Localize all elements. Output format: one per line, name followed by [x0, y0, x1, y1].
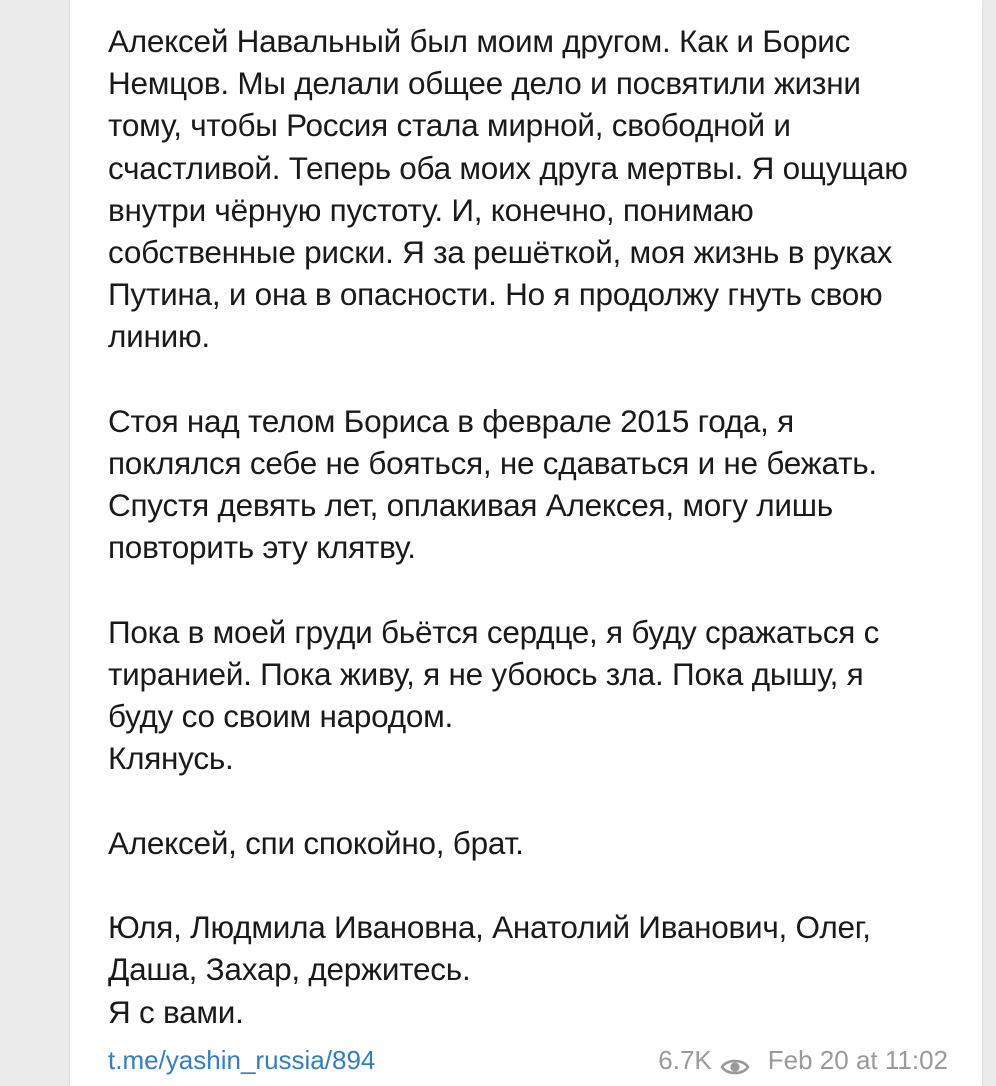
- message-card: [70, 0, 982, 1086]
- message-line: счастливой. Теперь оба моих друга мертвы. Я ощущаю: [108, 149, 908, 186]
- eye-icon: [720, 1049, 750, 1071]
- view-count: 6.7K: [658, 1045, 712, 1075]
- message-line: внутри чёрную пустоту. И, конечно, понимаю: [108, 191, 754, 228]
- message-line: Стоя над телом Бориса в феврале 2015 года, я: [108, 402, 794, 439]
- message-line: Алексей, спи спокойно, брат.: [108, 824, 524, 861]
- message-line: Даша, Захар, держитесь.: [108, 951, 471, 988]
- message-line: буду со своим народом.: [108, 698, 454, 735]
- message-line: Спустя девять лет, оплакивая Алексея, могу лишь: [108, 487, 833, 524]
- message-line: Алексей Навальный был моим другом. Как и Борис: [108, 23, 851, 59]
- message-paragraph: [108, 20, 958, 358]
- message-paragraph: [108, 822, 958, 864]
- post-timestamp: Feb 20 at 11:02: [767, 1045, 948, 1075]
- message-line: Юля, Людмила Ивановна, Анатолий Иванович, Олег,: [108, 909, 871, 946]
- message-line: повторить эту клятву.: [108, 529, 416, 566]
- message-line: линию.: [108, 318, 210, 355]
- message-paragraph: [108, 906, 958, 1033]
- message-line: собственные риски. Я за решёткой, моя жизнь в руках: [108, 234, 893, 271]
- post-link[interactable]: t.me/yashin_russia/894: [108, 1045, 376, 1075]
- message-text: [108, 20, 958, 1033]
- message-line: Пока в моей груди бьётся сердце, я буду сражаться с: [108, 613, 880, 650]
- message-line: тому, чтобы Россия стала мирной, свободной и: [108, 107, 791, 144]
- message-line: Клянусь.: [108, 740, 234, 777]
- message-paragraph: [108, 611, 958, 780]
- message-line: Немцов. Мы делали общее дело и посвятили жизни: [108, 65, 861, 102]
- message-footer: [108, 1040, 948, 1080]
- message-line: поклялся себе не бояться, не сдаваться и не бежать.: [108, 445, 877, 482]
- message-line: Я с вами.: [108, 993, 244, 1030]
- message-paragraph: [108, 400, 958, 569]
- post-meta: [658, 1040, 948, 1080]
- message-line: тиранией. Пока живу, я не убоюсь зла. Пока дышу, я: [108, 656, 864, 693]
- message-line: Путина, и она в опасности. Но я продолжу гнуть свою: [108, 276, 883, 313]
